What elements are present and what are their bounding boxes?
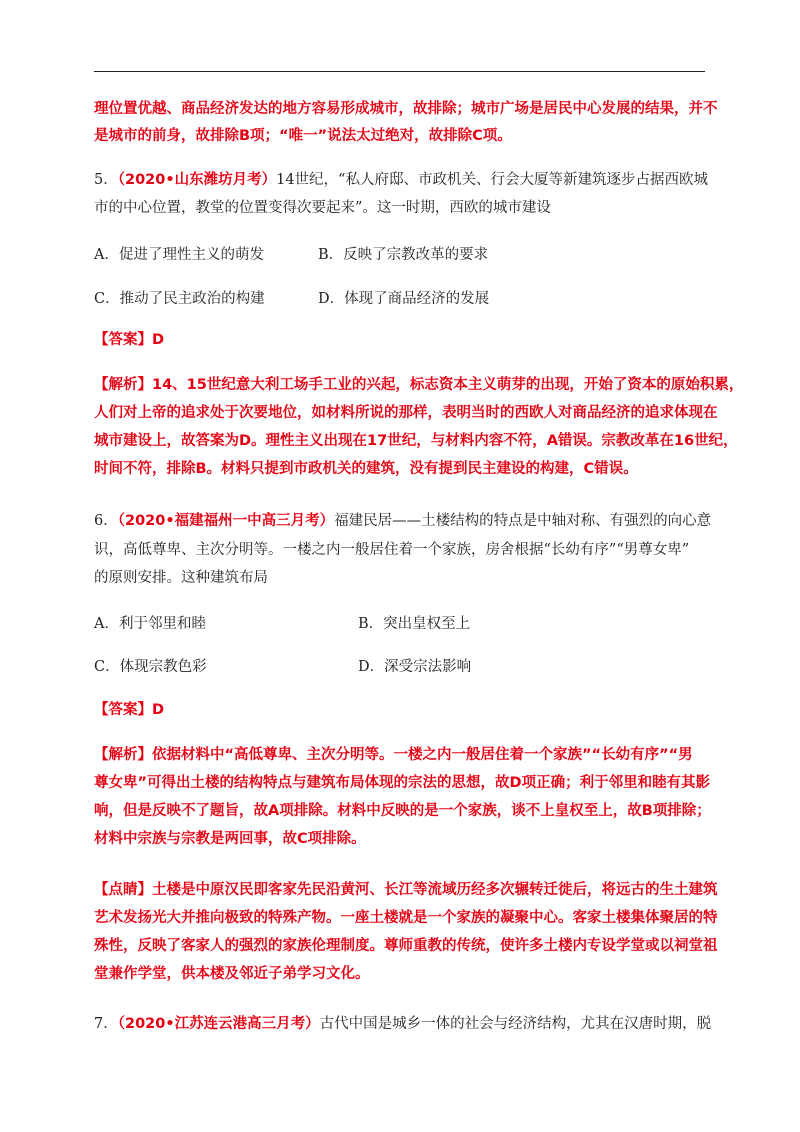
question-text: 14世纪，“私人府邸、市政机关、行会大厦等新建筑逐步占据西欧城 [276,172,708,188]
q5-option-d: D．体现了商品经济的发展 [318,291,490,307]
question-number: 5． [94,172,118,188]
question-source: （2020•山东潍坊月考） [117,172,277,188]
question-text: 福建民居——土楼结构的特点是中轴对称、有强烈的向心意 [334,513,712,529]
q5-option-b: B．反映了宗教改革的要求 [318,247,489,263]
question-source: （2020•福建福州一中高三月考） [117,513,335,529]
question-text: 识，高低尊卑、主次分明等。一楼之内一般居住着一个家族，房舍根据“长幼有序”“男尊女卑” [94,542,690,558]
question-number: 6． [94,513,118,529]
q5-option-a: A．促进了理性主义的萌发 [94,247,264,263]
q6-option-d: D．深受宗法影响 [358,659,472,675]
q6-note-line: 【点睛】土楼是中原汉民即客家先民沿黄河、长江等流域历经多次辗转迁徙后，将远古的生土建筑 [94,882,718,898]
explanation-line: 是城市的前身，故排除B项；“唯一”说法太过绝对，故排除C项。 [94,128,512,144]
q5-explanation-line: 城市建设上，故答案为D。理性主义出现在17世纪，与材料内容不符，A错误。宗教改革在16世纪， [94,433,738,449]
q6-option-a: A．利于邻里和睦 [94,616,206,632]
q5-explanation-line: 人们对上帝的追求处于次要地位，如材料所说的那样，表明当时的西欧人对商品经济的追求体现在 [94,405,718,421]
explanation-line: 理位置优越、商品经济发达的地方容易形成城市，故排除；城市广场是居民中心发展的结果，并不 [94,101,718,117]
question-text: 的原则安排。这种建筑布局 [94,570,268,586]
q6-note-line: 堂兼作学堂，供本楼及邻近子弟学习文化。 [94,966,370,982]
q6-explanation-line: 【解析】依据材料中“高低尊卑、主次分明等。一楼之内一般居住着一个家族”“长幼有序”“男 [94,747,693,763]
q5-explanation-line: 【解析】14、15世纪意大利工场手工业的兴起，标志资本主义萌芽的出现，开始了资本的原始积累， [94,377,744,393]
q6-note-line: 殊性，反映了客家人的强烈的家族伦理制度。尊师重教的传统，使许多土楼内专设学堂或以祠堂祖 [94,938,718,954]
question-text: 市的中心位置，教堂的位置变得次要起来”。这一时期，西欧的城市建设 [94,200,551,216]
q6-explanation-line: 响，但是反映不了题旨，故A项排除。材料中反映的是一个家族，谈不上皇权至上，故B项排除； [94,803,711,819]
question-7-stem [94,1014,711,1034]
q6-note-line: 艺术发扬光大并推向极致的特殊产物。一座土楼就是一个家族的凝聚中心。客家土楼集体聚居的特 [94,910,718,926]
q5-option-c: C．推动了民主政治的构建 [94,291,265,307]
header-rule [94,71,705,72]
q5-explanation-line: 时间不符，排除B。材料只提到市政机关的建筑，没有提到民主建设的构建，C错误。 [94,461,638,477]
q6-option-b: B．突出皇权至上 [358,616,471,632]
q6-option-c: C．体现宗教色彩 [94,659,207,675]
q6-explanation-line: 尊女卑”可得出土楼的结构特点与建筑布局体现的宗法的思想，故D项正确；利于邻里和睦有其影 [94,775,711,791]
question-source: （2020•江苏连云港高三月考） [117,1016,320,1032]
q6-answer: 【答案】D [94,702,165,718]
question-5-stem [94,170,708,190]
question-6-stem [94,511,711,531]
q6-explanation-line: 材料中宗族与宗教是两回事，故C项排除。 [94,831,366,847]
question-number: 7． [94,1016,118,1032]
question-text: 古代中国是城乡一体的社会与经济结构，尤其在汉唐时期，脱 [319,1016,712,1032]
q5-answer: 【答案】D [94,332,165,348]
